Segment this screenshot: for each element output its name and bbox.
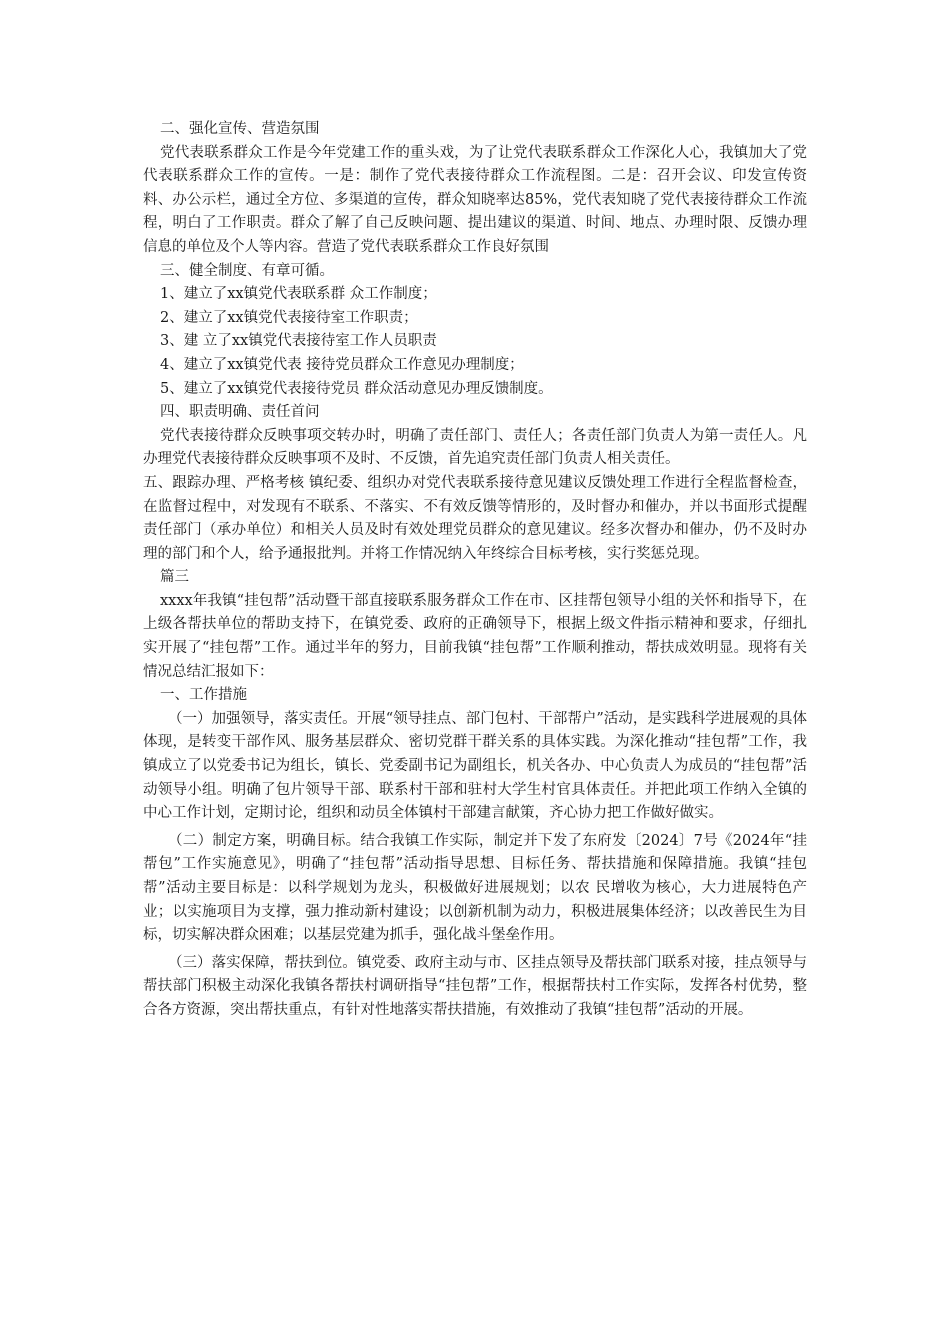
list-item: 4、建立了xx镇党代表 接待党员群众工作意见办理制度； (160, 356, 524, 373)
list-item: 5、建立了xx镇党代表接待党员 群众活动意见办理反馈制度。 (160, 380, 553, 397)
paragraph: 党代表联系群众工作是今年党建工作的重头戏，为了让党代表联系群众工作深化人心，我镇加大了党代表联系群众工作的宣传。一是：制作了党代表接待群众工作流程图。二是：召开会议、印发宣传资料、办公示栏，通过全方位、多渠道的宣传，群众知晓率达85%，党代表知晓了党代表接待群众工作流程，明白了工作职责。群众了解了自己反映问题、提出建议的渠道、时间、地点、办理时限、反馈办理信息的单位及个人等内容。营造了党代表联系群众工作良好氛围 (143, 144, 807, 255)
list-item: 2、建立了xx镇党代表接待室工作职责； (160, 309, 418, 326)
part-label: 篇三 (160, 569, 189, 586)
section-heading: 三、健全制度、有章可循。 (160, 262, 334, 279)
paragraph: （一）加强领导，落实责任。开展“领导挂点、部门包村、干部帮户”活动，是实践科学进展观的具体体现，是转变干部作风、服务基层群众、密切党群干群关系的具体实践。为深化推动“挂包帮”工作，我镇成立了以党委书记为组长，镇长、党委副书记为副组长，机关各办、中心负责人为成员的“挂包帮”活动领导小组。明确了包片领导干部、联系村干部和驻村大学生村官具体责任。并把此项工作纳入全镇的中心工作计划，定期讨论，组织和动员全体镇村干部建言献策，齐心协力把工作做好做实。 (143, 710, 807, 822)
paragraph: （三）落实保障，帮扶到位。镇党委、政府主动与市、区挂点领导及帮扶部门联系对接，挂点领导与帮扶部门积极主动深化我镇各帮扶村调研指导“挂包帮”工作，根据帮扶村工作实际，发挥各村优势，整合各方资源，突出帮扶重点，有针对性地落实帮扶措施，有效推动了我镇“挂包帮”活动的开展。 (143, 954, 807, 1018)
paragraph: 五、跟踪办理、严格考核 镇纪委、组织办对党代表联系接待意见建议反馈处理工作进行全程监督检查，在监督过程中，对发现有不联系、不落实、不有效反馈等情形的，及时督办和催办，并以书面形式提醒责任部门（承办单位）和相关人员及时有效处理党员群众的意见建议。经多次督办和催办，仍不及时办理的部门和个人，给予通报批判。并将工作情况纳入年终综合目标考核，实行奖惩兑现。 (143, 474, 807, 562)
list-item: 1、建立了xx镇党代表联系群 众工作制度； (160, 286, 437, 303)
paragraph: （二）制定方案，明确目标。结合我镇工作实际，制定并下发了东府发〔2024〕7号《2024年“挂帮包”工作实施意见》，明确了“挂包帮”活动指导思想、目标任务、帮扶措施和保障措施。我镇“挂包帮”活动主要目标是：以科学规划为龙头，积极做好进展规划；以农 民增收为核心，大力进展特色产业；以实施项目为支撑，强力推动新村建设；以创新机制为动力，积极进展集体经济；以改善民生为目标，切实解决群众困难；以基层党建为抓手，强化战斗堡垒作用。 (143, 832, 807, 944)
list-item: 3、建 立了xx镇党代表接待室工作人员职责 (160, 333, 437, 350)
section-heading: 二、强化宣传、营造氛围 (160, 121, 320, 137)
paragraph: 党代表接待群众反映事项交转办时，明确了责任部门、责任人；各责任部门负责人为第一责任人。凡办理党代表接待群众反映事项不及时、不反馈，首先追究责任部门负责人相关责任。 (143, 427, 807, 468)
section-heading: 一、工作措施 (160, 687, 247, 704)
section-heading: 四、职责明确、责任首问 (160, 404, 320, 421)
paragraph: xxxx年我镇“挂包帮”活动暨干部直接联系服务群众工作在市、区挂帮包领导小组的关怀和指导下，在上级各帮扶单位的帮助支持下，在镇党委、政府的正确领导下，根据上级文件指示精神和要求，仔细扎实开展了“挂包帮”工作。通过半年的努力，目前我镇“挂包帮”工作顺利推动，帮扶成效明显。现将有关情况总结汇报如下： (143, 592, 807, 680)
document-page (143, 118, 807, 1023)
